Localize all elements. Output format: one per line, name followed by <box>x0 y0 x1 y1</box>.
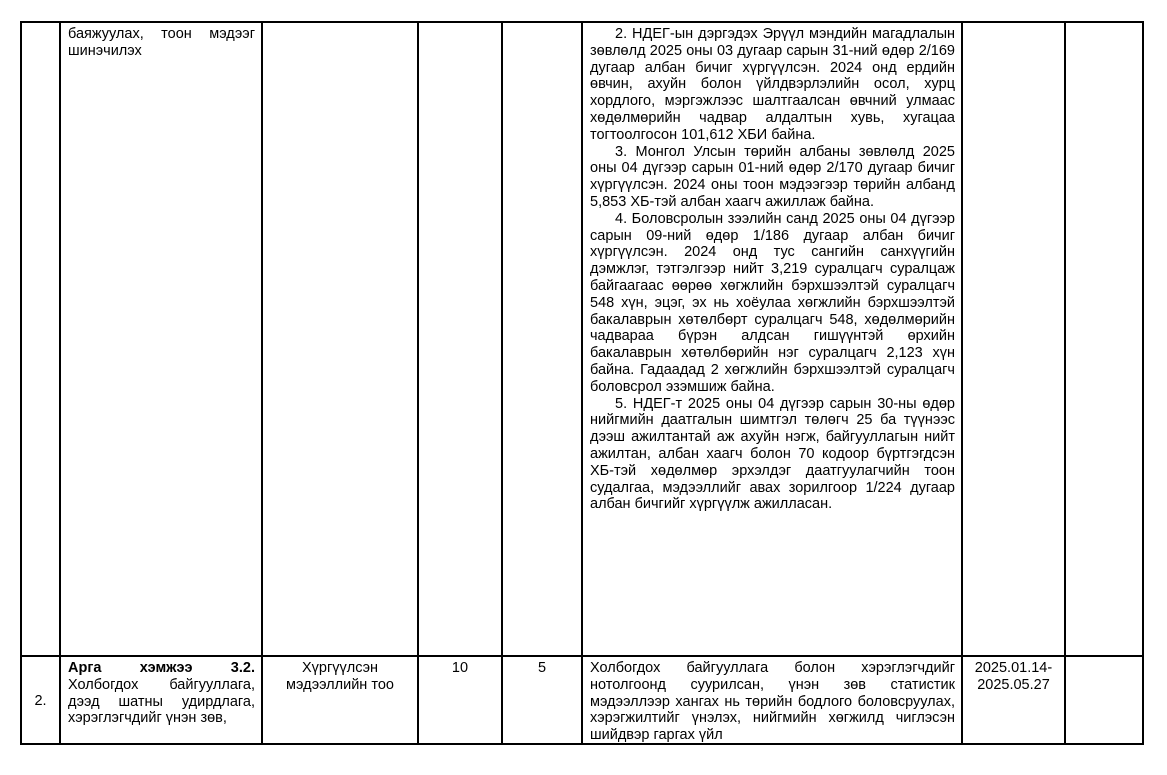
note-text <box>1066 23 1142 655</box>
activity-text: баяжуулах, тоон мэдээг шинэчилэх <box>68 26 255 59</box>
result-cell <box>502 22 582 656</box>
row-number-cell <box>21 656 60 744</box>
note-cell <box>1065 22 1143 656</box>
implementation-text <box>583 23 961 655</box>
result-cell <box>502 656 582 744</box>
indicator-text: Хүргүүлсэн мэдээллийн тоо <box>286 660 394 693</box>
period-text: 2025.01.14-2025.05.27 <box>974 660 1053 693</box>
result-value: 5 <box>537 660 547 676</box>
row-number: 2. <box>34 693 47 709</box>
report-table <box>20 21 1144 745</box>
indicator-cell <box>262 22 418 656</box>
target-value: 10 <box>451 660 469 676</box>
period-text <box>963 23 1064 655</box>
period-cell <box>962 22 1065 656</box>
implementation-paragraph: 5. НДЕГ-т 2025 оны 04 дүгээр сарын 30-ны өдөр нийгмийн даатгалын шимтгэл төлөгч 25 ба түүнээс дээш ажилтантай аж ахуйн нэгж, байгууллагын нийт ажилтан, албан хаагч болон 70 кодоор бүртгэгдсэн ХБ-тэй хөдөлмөр эрхэлдэг даатгуулагчийн тоон судалгаа, мэдээллийг авах зорилгоор 1/224 дугаар албан бичгийг хүргүүлж ажилласан. <box>590 395 955 513</box>
implementation-paragraph: Холбогдох байгууллага болон хэрэглэгчдийг нотолгоонд суурилсан, үнэн зөв статистик мэдээллээр хангах нь төрийн бодлого боловсруулах, хэрэгжилтийг үнэлэх, нийгмийн хөгжилд чиглэсэн шийдвэр гаргах үйл <box>590 660 955 743</box>
implementation-paragraph: 2. НДЕГ-ын дэргэдэх Эрүүл мэндийн магадлалын зөвлөлд 2025 оны 03 дугаар сарын 31-ний өдөр 2/169 дугаар албан бичиг хүргүүлсэн. 2024 онд ердийн өвчин, ахуйн болон үйлдвэрлэлийн осол, хурц хордлого, мэргэжлээс шалтгаалсан өвчний улмаас хөдөлмөрийн чадвар алдалтын хувь, хугацаа тогтоолгосон 101,612 ХБИ байна. <box>590 26 955 143</box>
row-number <box>22 23 59 655</box>
implementation-text <box>583 657 961 743</box>
implementation-paragraph: 4. Боловсролын зээлийн санд 2025 оны 04 дүгээр сарын 09-ний өдөр 1/186 дугаар албан бичиг хүргүүлсэн. 2024 онд тус сангийн санхүүгийн дэмжлэг, тэтгэлгээр нийт 3,219 суралцагч суралцаж байгаагаас өөрөө хөгжлийн бэрхшээлтэй суралцагч 548 хүн, эцэг, эх нь хоёулаа хөгжлийн бэрхшээлтэй бакалаврын хөтөлбөрт суралцагч 548, хөдөлмөрийн чадвараа бүрэн алдсан гишүүнтэй өрхийн бакалаврын хөтөлбөрийн нэг суралцагч 2,123 хүн байна. Гадаадад 2 хөгжлийн бэрхшээлтэй суралцагч боловсрол эзэмшиж байна. <box>590 210 955 395</box>
indicator-cell <box>262 656 418 744</box>
target-cell <box>418 656 502 744</box>
activity-cell <box>60 656 262 744</box>
result-value <box>503 23 581 655</box>
activity-text <box>61 657 261 743</box>
implementation-paragraph: 3. Монгол Улсын төрийн албаны зөвлөлд 2025 оны 04 дүгээр сарын 01-ний өдөр 2/170 дугаар бичиг хүргүүлсэн. 2024 оны тоон мэдээгээр төрийн албанд 5,853 ХБ-тэй албан хаагч ажиллаж байна. <box>590 143 955 210</box>
target-value <box>419 23 501 655</box>
note-text <box>1066 657 1142 743</box>
target-cell <box>418 22 502 656</box>
activity-heading: Арга хэмжээ 3.2. <box>68 660 255 676</box>
implementation-cell <box>582 22 962 656</box>
period-cell <box>962 656 1065 744</box>
row-number-cell <box>21 22 60 656</box>
table-row <box>21 656 1143 744</box>
note-cell <box>1065 656 1143 744</box>
table-row <box>21 22 1143 656</box>
indicator-text <box>263 23 417 655</box>
activity-description: Холбогдох байгууллага, дээд шатны удирдлага, хэрэглэгчдийг үнэн зөв, <box>68 676 255 727</box>
activity-cell <box>60 22 262 656</box>
implementation-cell <box>582 656 962 744</box>
